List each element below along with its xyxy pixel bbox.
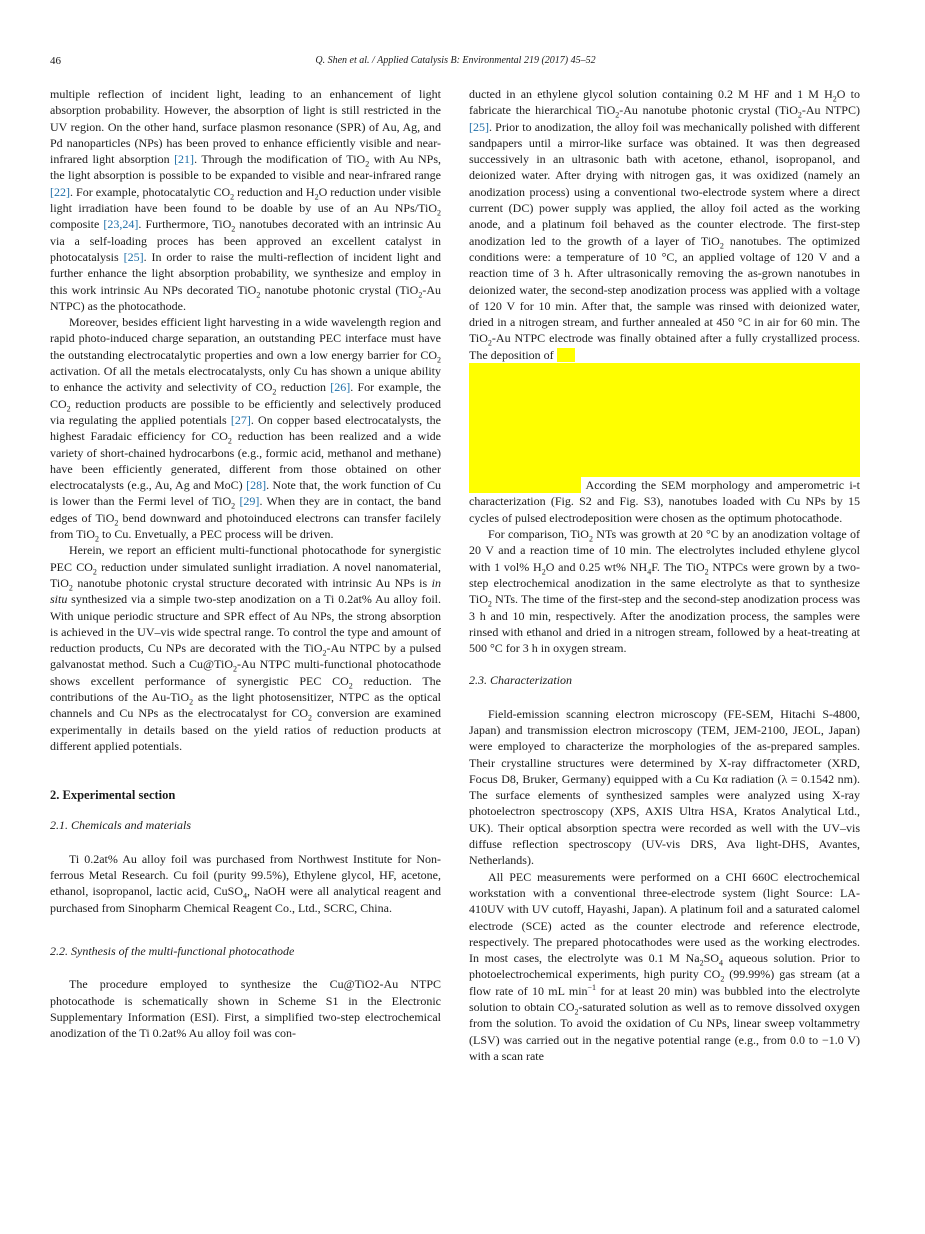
citation-link[interactable]: [25] [469, 119, 489, 134]
citation-link[interactable]: [21] [174, 152, 195, 167]
section-heading: 2. Experimental section [50, 788, 176, 803]
highlight-mark [469, 477, 581, 493]
citation-link[interactable]: [27] [230, 412, 251, 427]
paragraph: Herein, we report an efficient multi-functional photocathode for synergistic PEC $CO_2$ reduction under simulated sunlight irradiation. A novel nanomaterial, TiO$_2$ nanotube photonic crystal structure decorated with intrinsic Au NPs is in situ synthesized via a simple two-step anodization on a Ti 0.2at% Au alloy foil. With unique periodic structure and SPR effect of Au NPs, the strong absorption is achieved in the UV–vis wide spectral range. To control the type and amount of reduction products, Cu NPs are decorated with the TiO$_2$-Au NTPC by a pulsed galvanostat method. Such a Cu@TiO$_2$-Au NTPC multi-functional photocathode shows excellent performance of synergistic PEC $CO_2$ reduction. The contributions of the Au-TiO$_2$ as the light photosensitizer, NTPC as the optical channels and Cu NPs as the electrocatalyst for $CO_2$ conversion are examined experimentally in details based on the yield ratios of reduction products at different applied potentials. [50, 543, 442, 753]
left-column [50, 86, 441, 1041]
paragraph: All PEC measurements were performed on a CHI 660C electrochemical workstation with a conventional three-electrode system (light Source: LA-410UV with UV cutoff, Hayashi, Japan). A platinum foil and a saturated calomel electrode (SCE) acted as the counter electrode and reference electrode, respectively. The prepared photocathodes were used as the working electrodes. In most cases, the electrolyte was 0.1 M $Na_2SO_4$ aqueous solution. Prior to photoelectrochemical experiments, high purity $CO_2$ (99.99%) gas stream (at a flow rate of 10 mL $\min^{-1}$ for at least 20 min) was bubbled into the electrolyte solution to obtain $CO_2$-saturated solution as well as to remove dissolved oxygen from the solution. To avoid the oxidation of Cu NPs, linear sweep voltammetry (LSV) was carried out in the negative potential range (e.g., from 0.0 to −1.0 V) with a scan rate [469, 869, 861, 1063]
paragraph: Moreover, besides efficient light harvesting in a wide wavelength region and rapid photo-induced charge separation, an outstanding PEC interface must have the outstanding electrocatalytic properties and own a low energy barrier for $CO_2$ activation. Of all the metals electrocatalysts, only Cu has shown a unique ability to enhance the activity and selectivity of $CO_2$ reduction [26]. For example, the $CO_2$ reduction products are possible to be efficiently and selectively produced via regulating the applied potentials [27]. On copper based electrocatalysts, the highest Faradaic efficiency for $CO_2$ reduction has been realized and a wide variety of short-chained hydrocarbons (e.g., formic acid, methanol and methane) have been efficiently generated, different from those obtained on other electrocatalysts (e.g., Au, Ag and MoC) [28]. Note that, the work function of Cu is lower than the Fermi level of TiO$_2$ [29]. When they are in contact, the band edges of TiO$_2$ bend downward and photoinduced electrons can transfer facilely from TiO$_2$ to Cu. Envetually, a PEC process will be driven. [50, 315, 442, 544]
paragraph: For comparison, TiO$_2$ NTs was growth at 20 °C by an anodization voltage of 20 V and a reaction time of 10 min. The electrolytes included ethylene glycol with 1 vol% $H_2O$ and 0.25 wt% $NH_4F$. The TiO$_2$ NTPCs were grown by a two-step electrochemical anodization in the same electrolyte as that to synthesize TiO$_2$ NTs. The time of the first-step and the second-step anodization process was 3 h and 10 min, respectively. After the anodization process, the samples were rinsed with ethanol and dried in a nitrogen stream, followed by a heat-treating at 500 °C for 3 h in oxygen stream. [469, 527, 860, 656]
citation-link[interactable]: [22] [50, 184, 70, 199]
highlight-mark [557, 348, 575, 362]
paragraph: Ti 0.2at% Au alloy foil was purchased from Northwest Institute for Non-ferrous Metal Research. Cu foil (purity 99.5%), Ethylene glycol, HF, acetone, ethanol, isopropanol, lactic acid, CuSO$_4$, NaOH were all analytical reagent and purchased from Sinopharm Chemical Reagent Co., Ltd., SCRC, China. [50, 851, 441, 915]
page-header [50, 55, 861, 69]
subsection-heading: 2.2. Synthesis of the multi-functional photocathode [50, 943, 295, 958]
page-number: 46 [50, 55, 61, 67]
paragraph: According the SEM morphology and amperometric i-t characterization (Fig. S2 and Fig. S3), nanotubes loaded with Cu NPs by 15 cycles of pulsed electrodeposition were chosen as the optimum photocathode. [469, 478, 860, 525]
paragraph: Field-emission scanning electron microscopy (FE-SEM, Hitachi S-4800, Japan) and transmission electron microscopy (TEM, JEM-2100, JEOL, Japan) were employed to characterize the morphologies of the as-prepared samples. Their crystalline structures were determined by X-ray diffractometer (XRD, Focus D8, Bruker, Germany) equipped with a Cu Kα radiation (λ = 0.1542 nm). The surface elements of synthesized samples were analyzed using X-ray photoelectron spectroscopy (XPS, AXIS Ultra HSA, Kratos Analytical Ltd., UK). Their optical absorption spectra were recorded as well with the UV–vis diffuse reflection spectroscopy (UV-vis DRS, Ava light-DHS, Avantes, Netherlands). [469, 706, 860, 868]
subsection-heading: 2.1. Chemicals and materials [50, 818, 191, 833]
paragraph: multiple reflection of incident light, leading to an enhancement of light absorption probability. However, the absorption of light is still restricted in the UV region. On the other hand, surface plasmon resonance (SPR) of Au, Ag, and Pd nanoparticles (NPs) has been proved to enhance efficiently visible and near-infrared light absorption [21]. Through the modification of TiO$_2$ with Au NPs, the light absorption is possible to be expanded to visible and near-infrared range [22]. For example, photocatalytic $CO_2$ reduction and $H_2O$ reduction under visible light irradiation have been found to be doable by use of an Au NPs/TiO$_2$ composite [23,24]. Furthermore, TiO$_2$ nanotubes decorated with an intrinsic Au via a self-loading proces has been approved an excellent catalyst in photocatalysis [25]. In order to raise the multi-reflection of incident light and further enhance the light absorption probability, we synthesize and employ in this work intrinsic Au NPs decorated TiO$_2$ nanotube photonic crystal (TiO$_2$-Au NTPC) as the photocathode. [50, 87, 441, 313]
paragraph: ducted in an ethylene glycol solution containing 0.2 M HF and 1 M $H_2O$ to fabricate the hierarchical TiO$_2$-Au nanotube photonic crystal (TiO$_2$-Au NTPC) [25]. Prior to anodization, the alloy foil was mechanically polished with different sandpapers until a mirror-like surface was obtained. It was then degreased successively in an ultrasonic bath with acetone, ethanol, isopropanol, and deionized water. After drying with nitrogen gas, it was oxidized (namely an anodization process) using a conventional two-electrode system where a direct current (DC) power supply was applied, the alloy foil acted as the working anode, and a platinum foil behaved as the counter electrode. The first-step anodization led to the growth of a layer of TiO$_2$ nanotubes. The optimized conditions were: a temperature of 10 °C, an applied voltage of 120 V and a reaction time of 3 h. After ultrasonically removing the as-grown nanotubes in deionized water, the second-step anodization process was applied with a voltage of 120 V for 10 min. After that, the sample was rinsed with deionized water, dried in a nitrogen stream, and further annealed at 450 °C in air for 60 min. The TiO$_2$-Au NTPC electrode was finally obtained after a fully crystallized process. The deposition of [469, 87, 860, 362]
citation-link[interactable]: [25] [123, 249, 144, 264]
citation-link[interactable]: [29] [239, 494, 260, 509]
citation-link[interactable]: [28] [246, 478, 267, 493]
paragraph: The procedure employed to synthesize the Cu@TiO2-Au NTPC photocathode is schematically shown in Scheme S1 in the Electronic Supplementary Information (ESI). First, a simplified two-step electrochemical anodization of the Ti 0.2at% Au alloy foil was con- [50, 977, 441, 1041]
redacted-highlight-block [469, 363, 860, 477]
citation-link[interactable]: [26] [330, 380, 351, 395]
running-title: Q. Shen et al. / Applied Catalysis B: Environmental 219 (2017) 45–52 [315, 55, 596, 66]
citation-link[interactable]: [23,24] [103, 217, 139, 232]
subsection-heading: 2.3. Characterization [469, 673, 573, 688]
right-column [469, 86, 860, 1064]
